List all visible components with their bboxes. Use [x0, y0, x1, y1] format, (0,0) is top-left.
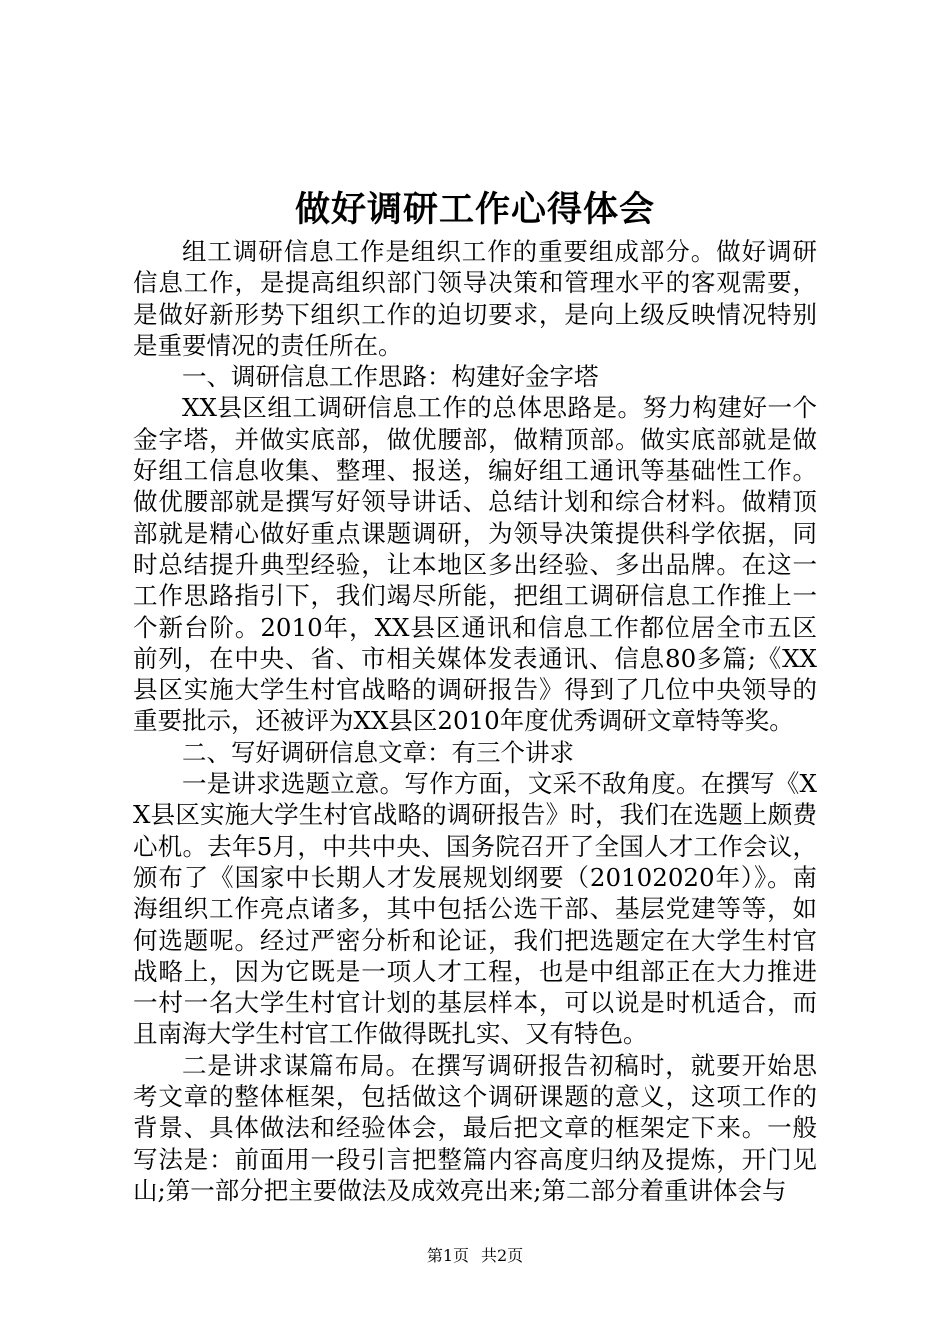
section-2-item-2-paragraph: 二是讲求谋篇布局。在撰写调研报告初稿时，就要开始思考文章的整体框架，包括做这个调研课题的意义，这项工作的背景、具体做法和经验体会，最后把文章的框架定下来。一般写法是：前面用一段引言把整篇内容高度归纳及提炼，开门见山;第一部分把主要做法及成效亮出来;第二部分着重讲体会与	[133, 1050, 817, 1205]
page-number-total: 共2页	[481, 1246, 524, 1265]
section-1-paragraph: XX县区组工调研信息工作的总体思路是。努力构建好一个金字塔，并做实底部，做优腰部，做精顶部。做实底部就是做好组工信息收集、整理、报送，编好组工通讯等基础性工作。做优腰部就是撰写好领导讲话、总结计划和综合材料。做精顶部就是精心做好重点课题调研，为领导决策提供科学依据，同时总结提升典型经验，让本地区多出经验、多出品牌。在这一工作思路指引下，我们竭尽所能，把组工调研信息工作推上一个新台阶。2010年，XX县区通讯和信息工作都位居全市五区前列，在中央、省、市相关媒体发表通讯、信息80多篇;《XX县区实施大学生村官战略的调研报告》得到了几位中央领导的重要批示，还被评为XX县区2010年度优秀调研文章特等奖。	[133, 393, 817, 736]
section-2-item-1-paragraph: 一是讲求选题立意。写作方面，文采不敌角度。在撰写《XX县区实施大学生村官战略的调研报告》时，我们在选题上颇费心机。去年5月，中共中央、国务院召开了全国人才工作会议，颁布了《国家中长期人才发展规划纲要（20102020年）》。南海组织工作亮点诸多，其中包括公选干部、基层党建等等，如何选题呢。经过严密分析和论证，我们把选题定在大学生村官战略上，因为它既是一项人才工程，也是中组部正在大力推进一村一名大学生村官计划的基层样本，可以说是时机适合，而且南海大学生村官工作做得既扎实、又有特色。	[133, 769, 817, 1049]
section-heading-2: 二、写好调研信息文章：有三个讲求	[182, 737, 574, 767]
page-footer	[0, 1245, 950, 1267]
section-heading-1: 一、调研信息工作思路：构建好金字塔	[182, 362, 599, 392]
page-number-current: 第1页	[426, 1246, 469, 1265]
intro-paragraph: 组工调研信息工作是组织工作的重要组成部分。做好调研信息工作，是提高组织部门领导决策和管理水平的客观需要，是做好新形势下组织工作的迫切要求，是向上级反映情况特别是重要情况的责任所在。	[133, 237, 817, 360]
document-body	[133, 236, 817, 1206]
document-title: 做好调研工作心得体会	[294, 189, 655, 230]
